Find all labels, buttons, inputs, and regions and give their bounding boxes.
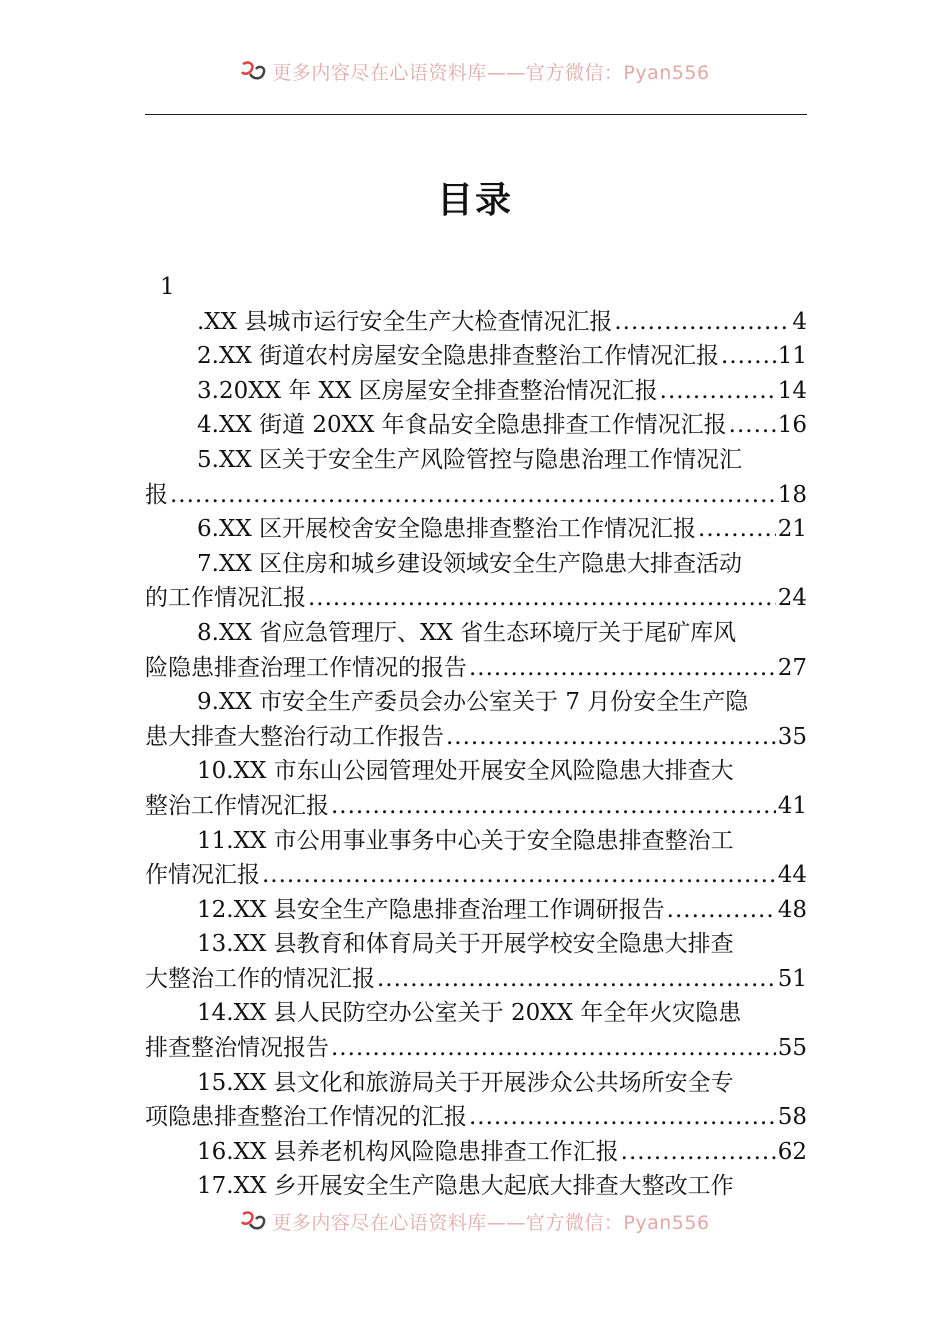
- toc-leader-dots: [469, 1100, 776, 1135]
- toc-entry[interactable]: [145, 685, 807, 754]
- toc-page-number: 18: [777, 481, 807, 508]
- toc-leader-dots: [721, 339, 776, 374]
- toc-entry[interactable]: [145, 824, 807, 893]
- toc-entry[interactable]: [145, 443, 807, 512]
- toc-entry-title-continued: 排查整治情况报告: [145, 1035, 329, 1062]
- toc-leader-dots: [331, 789, 776, 824]
- toc-page-number: 55: [777, 1035, 807, 1062]
- toc-page-number: 44: [777, 862, 807, 889]
- toc-leader-dots: [331, 1031, 776, 1066]
- logo-icon: [240, 1210, 266, 1237]
- toc-page-number: 41: [777, 792, 807, 819]
- toc-entry-title: 9.XX 市安全生产委员会办公室关于 7 月份安全生产隐: [197, 689, 749, 716]
- toc-page-number: 48: [777, 896, 807, 923]
- footer-watermark: [0, 1208, 950, 1237]
- toc-entry[interactable]: [145, 305, 807, 340]
- toc-page-number: 24: [777, 585, 807, 612]
- toc-page-number: 14: [777, 377, 807, 404]
- toc-entry[interactable]: [145, 547, 807, 616]
- toc-entry-title: .XX 县城市运行安全生产大检查情况汇报: [197, 308, 613, 335]
- toc-entry-title-continued: 整治工作情况汇报: [145, 792, 329, 819]
- toc-entry[interactable]: [145, 616, 807, 685]
- toc-entry[interactable]: [145, 1169, 807, 1204]
- toc-entry-title: 7.XX 区住房和城乡建设领域安全生产隐患大排查活动: [197, 550, 743, 577]
- toc-entry-title-continued: 项隐患排查整治工作情况的汇报: [145, 1104, 467, 1131]
- toc-entry[interactable]: [145, 339, 807, 374]
- toc-entry[interactable]: [145, 374, 807, 409]
- toc-page-number: 58: [777, 1104, 807, 1131]
- table-of-contents: [145, 270, 807, 1204]
- toc-page-number: 35: [777, 723, 807, 750]
- toc-page-number: 27: [777, 654, 807, 681]
- toc-page-number: 51: [777, 965, 807, 992]
- toc-entry[interactable]: [145, 1066, 807, 1135]
- toc-entry-title: 4.XX 街道 20XX 年食品安全隐患排查工作情况汇报: [197, 412, 727, 439]
- toc-leader-dots: [621, 1135, 776, 1170]
- header-watermark: [0, 58, 950, 87]
- toc-leader-dots: [469, 651, 776, 686]
- toc-entry[interactable]: [145, 1135, 807, 1170]
- toc-entry-title: 6.XX 区开展校舍安全隐患排查整治工作情况汇报: [197, 516, 697, 543]
- toc-leader-dots: [446, 720, 776, 755]
- toc-leader-dots: [698, 512, 776, 547]
- toc-entry-title-continued: 大整治工作的情况汇报: [145, 965, 375, 992]
- toc-entry-title: 2.XX 街道农村房屋安全隐患排查整治工作情况汇报: [197, 343, 720, 370]
- toc-entry[interactable]: [145, 996, 807, 1065]
- page-title: 目录: [436, 179, 513, 221]
- toc-entry-title: 14.XX 县人民防空办公室关于 20XX 年全年火灾隐患: [197, 1000, 742, 1027]
- toc-entry-title: 17.XX 乡开展安全生产隐患大起底大排查大整改工作: [197, 1173, 734, 1200]
- watermark-text: 更多内容尽在心语资料库——官方微信：Pyan556: [272, 62, 710, 84]
- toc-entry-title-continued: 作情况汇报: [145, 862, 260, 889]
- toc-entry-title: 12.XX 县安全生产隐患排查治理工作调研报告: [197, 896, 665, 923]
- toc-leader-dots: [667, 893, 776, 928]
- toc-entry-title: 15.XX 县文化和旅游局关于开展涉众公共场所安全专: [197, 1069, 734, 1096]
- toc-page-number: 21: [777, 516, 807, 543]
- toc-page-number: 4: [792, 308, 807, 335]
- toc-entry[interactable]: [145, 927, 807, 996]
- toc-lead-number: 1: [160, 274, 175, 300]
- toc-leader-dots: [377, 962, 776, 997]
- toc-entry-title-continued: 报: [145, 481, 168, 508]
- toc-leader-dots: [308, 581, 776, 616]
- toc-entry-title-continued: 的工作情况汇报: [145, 585, 306, 612]
- toc-leader-dots: [170, 478, 776, 513]
- toc-page-number: 11: [777, 343, 807, 370]
- toc-entry-title: 13.XX 县教育和体育局关于开展学校安全隐患大排查: [197, 931, 734, 958]
- toc-entry-title: 10.XX 市东山公园管理处开展安全风险隐患大排查大: [197, 758, 734, 785]
- toc-page-number: 62: [777, 1138, 807, 1165]
- toc-leader-dots: [660, 374, 776, 409]
- toc-entry-title: 16.XX 县养老机构风险隐患排查工作汇报: [197, 1138, 619, 1165]
- toc-entry-title: 8.XX 省应急管理厅、XX 省生态环境厅关于尾矿库风: [197, 619, 737, 646]
- logo-icon: [240, 60, 266, 87]
- toc-leader-dots: [729, 408, 776, 443]
- toc-entry-title: 3.20XX 年 XX 区房屋安全排查整治情况汇报: [197, 377, 658, 404]
- toc-entry-title-continued: 险隐患排查治理工作情况的报告: [145, 654, 467, 681]
- toc-entry-title-continued: 患大排查大整治行动工作报告: [145, 723, 444, 750]
- toc-leader-dots: [614, 305, 790, 340]
- toc-entry[interactable]: [145, 754, 807, 823]
- toc-entry-title: 11.XX 市公用事业事务中心关于安全隐患排查整治工: [197, 827, 734, 854]
- watermark-text: 更多内容尽在心语资料库——官方微信：Pyan556: [272, 1212, 710, 1234]
- toc-page-number: 16: [777, 412, 807, 439]
- toc-leader-dots: [262, 858, 776, 893]
- header-rule: [145, 114, 807, 115]
- toc-entry[interactable]: [145, 893, 807, 928]
- toc-entry[interactable]: [145, 512, 807, 547]
- toc-entry[interactable]: [145, 408, 807, 443]
- toc-entry-title: 5.XX 区关于安全生产风险管控与隐患治理工作情况汇: [197, 446, 743, 473]
- toc-entries: [145, 305, 807, 1204]
